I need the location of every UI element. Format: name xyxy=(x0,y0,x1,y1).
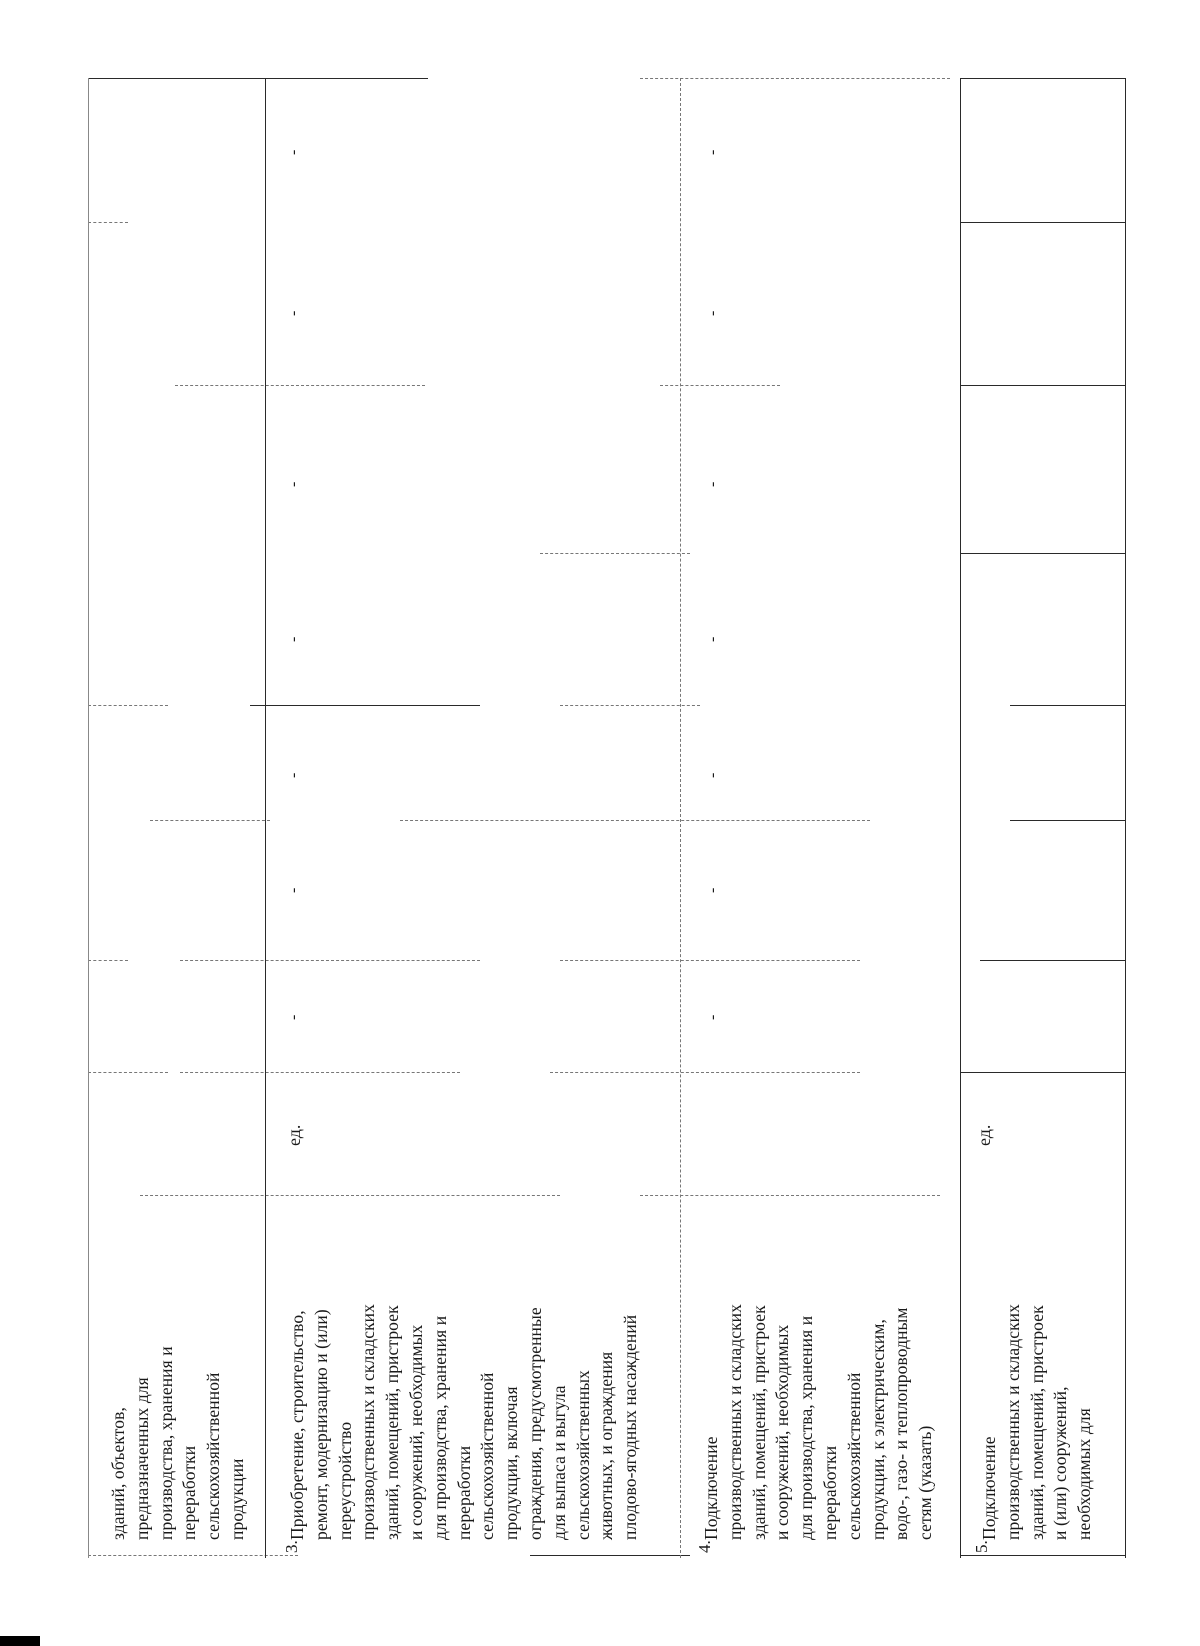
row-4-value: - xyxy=(704,1014,721,1020)
text-line: продукции, к электрическим, xyxy=(867,1319,888,1540)
text-line: и сооружений, необходимых xyxy=(405,1324,426,1540)
column-divider xyxy=(88,960,128,961)
text-line: производственных и складских xyxy=(724,1304,745,1540)
row-4-value: - xyxy=(704,310,721,316)
text-line: производственных и складских xyxy=(1002,1304,1023,1540)
text-line: для производства, хранения и xyxy=(429,1315,450,1540)
column-divider xyxy=(180,960,480,961)
text-line: переустройство xyxy=(334,1421,355,1540)
text-line: переработки xyxy=(179,1445,200,1540)
row-divider xyxy=(680,78,681,1558)
row-divider xyxy=(1125,78,1126,1558)
text-line: зданий, помещений, пристроек xyxy=(382,1305,403,1540)
text-line: сельскохозяйственной xyxy=(477,1372,498,1540)
text-line: водо-, газо- и теплопроводным xyxy=(891,1307,912,1540)
row-prev-description xyxy=(107,1346,250,1540)
text-line: зданий, объектов, xyxy=(108,1407,128,1540)
column-divider xyxy=(960,1072,1125,1073)
text-line: продукции, включая xyxy=(501,1386,522,1540)
text-line: предназначенных для xyxy=(131,1377,152,1540)
row-3-value: - xyxy=(285,310,302,316)
row-4-description xyxy=(700,1304,938,1540)
row-3-value: - xyxy=(285,772,302,778)
text-line: Приобретение, строительство, xyxy=(287,1310,307,1540)
row-3-value: - xyxy=(285,887,302,893)
table-border-bottom xyxy=(88,1555,298,1556)
text-line: производства, хранения и xyxy=(155,1346,176,1540)
text-line: ремонт, модернизацию и (или) xyxy=(310,1309,331,1540)
text-line: и (или) сооружений, xyxy=(1050,1386,1071,1540)
column-divider xyxy=(175,385,425,386)
column-divider xyxy=(150,820,270,821)
text-line: Подключение xyxy=(979,1436,999,1540)
column-divider xyxy=(640,1195,940,1196)
text-line: для выпаса и выгула xyxy=(548,1385,569,1540)
text-line: животных, и ограждения xyxy=(596,1351,617,1540)
column-divider xyxy=(1010,705,1125,706)
row-3-value: - xyxy=(285,1014,302,1020)
column-divider xyxy=(980,960,1125,961)
row-3-value: - xyxy=(285,636,302,642)
column-divider xyxy=(960,385,1125,386)
scan-edge-mark xyxy=(0,1636,40,1646)
row-3-value: - xyxy=(285,481,302,487)
text-line: производственных и складских xyxy=(358,1304,379,1540)
column-divider xyxy=(88,705,168,706)
text-line: переработки xyxy=(453,1445,474,1540)
row-4-value: - xyxy=(704,149,721,155)
text-line: продукции xyxy=(226,1458,247,1540)
text-line: зданий, помещений, пристроек xyxy=(748,1305,769,1540)
column-divider xyxy=(400,820,870,821)
table-border-top xyxy=(88,78,428,79)
row-3-description xyxy=(286,1304,643,1540)
row-4-value: - xyxy=(704,887,721,893)
row-5-unit: ед. xyxy=(974,1124,994,1146)
column-divider xyxy=(250,705,480,706)
row-4-value: - xyxy=(704,636,721,642)
row-4-number: 4. xyxy=(695,1540,714,1553)
table-border-bottom xyxy=(960,1555,1125,1556)
text-line: плодово-ягодных насаждений xyxy=(620,1314,641,1540)
text-line: Подключение xyxy=(701,1436,721,1540)
row-divider xyxy=(265,78,266,1558)
text-line: сетям (указать) xyxy=(915,1425,936,1540)
row-divider xyxy=(88,78,89,1558)
column-divider xyxy=(540,553,690,554)
text-line: сельскохозяйственных xyxy=(572,1370,593,1540)
text-line: для производства, хранения и xyxy=(796,1315,817,1540)
table-border-top xyxy=(640,78,950,79)
text-line: ограждения, предусмотренные xyxy=(524,1307,545,1540)
column-divider xyxy=(560,960,860,961)
column-divider xyxy=(660,385,780,386)
text-line: и сооружений, необходимых xyxy=(772,1324,793,1540)
row-4-value: - xyxy=(704,772,721,778)
column-divider xyxy=(560,705,700,706)
text-line: переработки xyxy=(819,1445,840,1540)
column-divider xyxy=(1010,820,1125,821)
row-divider xyxy=(960,78,961,1558)
column-divider xyxy=(960,553,1125,554)
row-5-number: 5. xyxy=(972,1540,991,1553)
text-line: необходимых для xyxy=(1074,1408,1095,1540)
column-divider xyxy=(550,1072,860,1073)
column-divider xyxy=(180,1072,460,1073)
table-border-bottom xyxy=(530,1555,690,1556)
column-divider xyxy=(88,222,128,223)
text-line: зданий, помещений, пристроек xyxy=(1026,1305,1047,1540)
table-border-top xyxy=(960,78,1125,79)
column-divider xyxy=(140,1195,560,1196)
row-3-value: - xyxy=(285,149,302,155)
column-divider xyxy=(960,222,1125,223)
column-divider xyxy=(88,1072,168,1073)
text-line: сельскохозяйственной xyxy=(843,1372,864,1540)
row-3-unit: ед. xyxy=(284,1124,304,1146)
row-3-number: 3. xyxy=(282,1540,301,1553)
row-4-value: - xyxy=(704,481,721,487)
text-line: сельскохозяйственной xyxy=(203,1372,224,1540)
row-5-description xyxy=(978,1304,1097,1540)
